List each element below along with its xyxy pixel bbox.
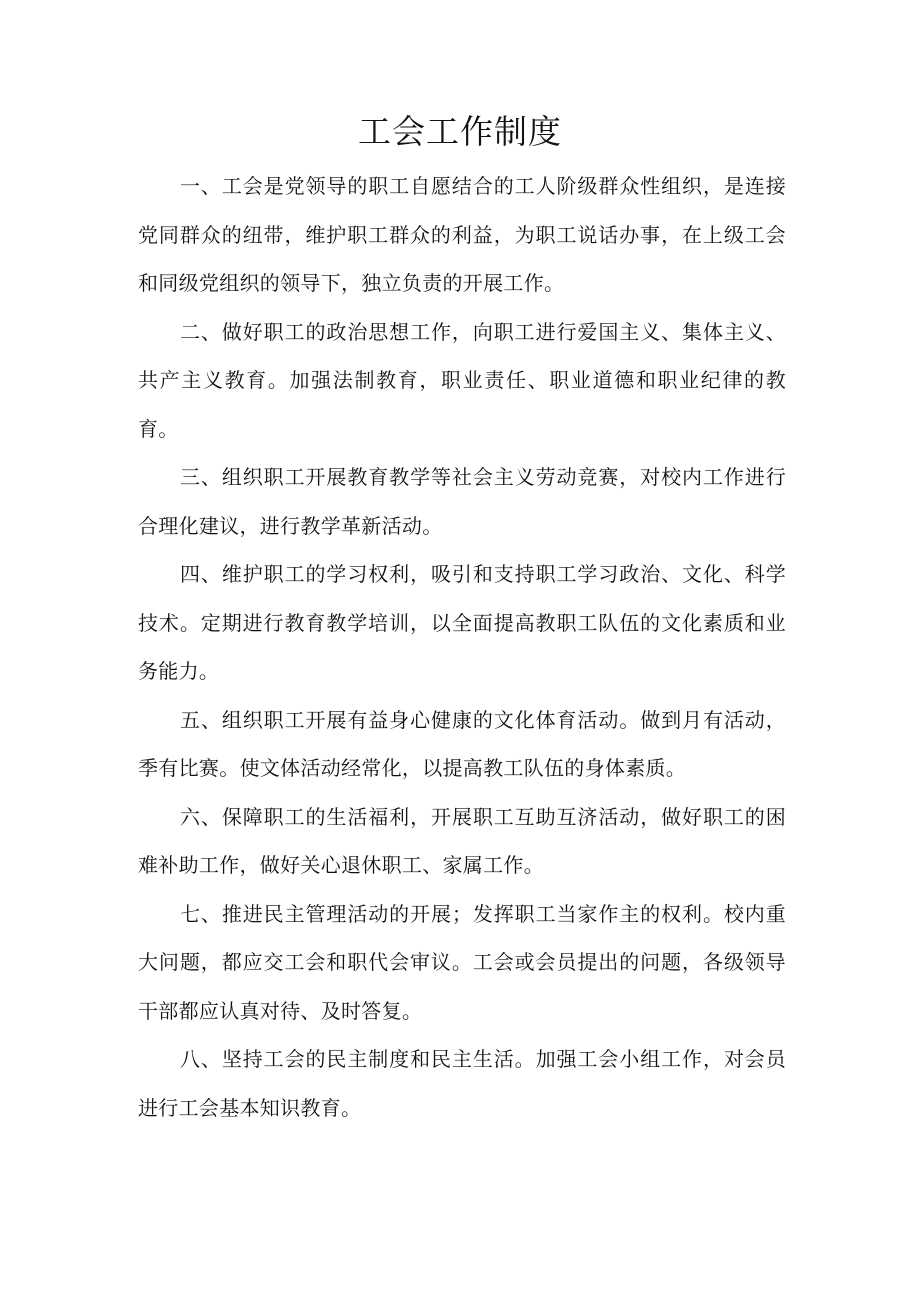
document-body bbox=[138, 162, 786, 1132]
paragraph-1: 一、工会是党领导的职工自愿结合的工人阶级群众性组织，是连接党同群众的纽带，维护职工群众的利益，为职工说话办事，在上级工会和同级党组织的领导下，独立负责的开展工作。 bbox=[138, 174, 786, 295]
paragraph-6: 六、保障职工的生活福利，开展职工互助互济活动，做好职工的困难补助工作，做好关心退休职工、家属工作。 bbox=[138, 804, 786, 877]
paragraph-2: 二、做好职工的政治思想工作，向职工进行爱国主义、集体主义、共产主义教育。加强法制教育，职业责任、职业道德和职业纪律的教育。 bbox=[138, 319, 786, 441]
document-title: 工会工作制度 bbox=[358, 112, 562, 151]
paragraph-7: 七、推进民主管理活动的开展；发挥职工当家作主的权利。校内重大问题，都应交工会和职代会审议。工会或会员提出的问题，各级领导干部都应认真对待、及时答复。 bbox=[138, 901, 786, 1023]
paragraph-5: 五、组织职工开展有益身心健康的文化体育活动。做到月有活动，季有比赛。使文体活动经常化，以提高教工队伍的身体素质。 bbox=[138, 707, 786, 780]
paragraph-3: 三、组织职工开展教育教学等社会主义劳动竞赛，对校内工作进行合理化建议，进行教学革新活动。 bbox=[138, 465, 786, 538]
paragraph-4: 四、维护职工的学习权利，吸引和支持职工学习政治、文化、科学技术。定期进行教育教学培训，以全面提高教职工队伍的文化素质和业务能力。 bbox=[138, 562, 786, 683]
paragraph-8: 八、坚持工会的民主制度和民主生活。加强工会小组工作，对会员进行工会基本知识教育。 bbox=[138, 1047, 786, 1120]
